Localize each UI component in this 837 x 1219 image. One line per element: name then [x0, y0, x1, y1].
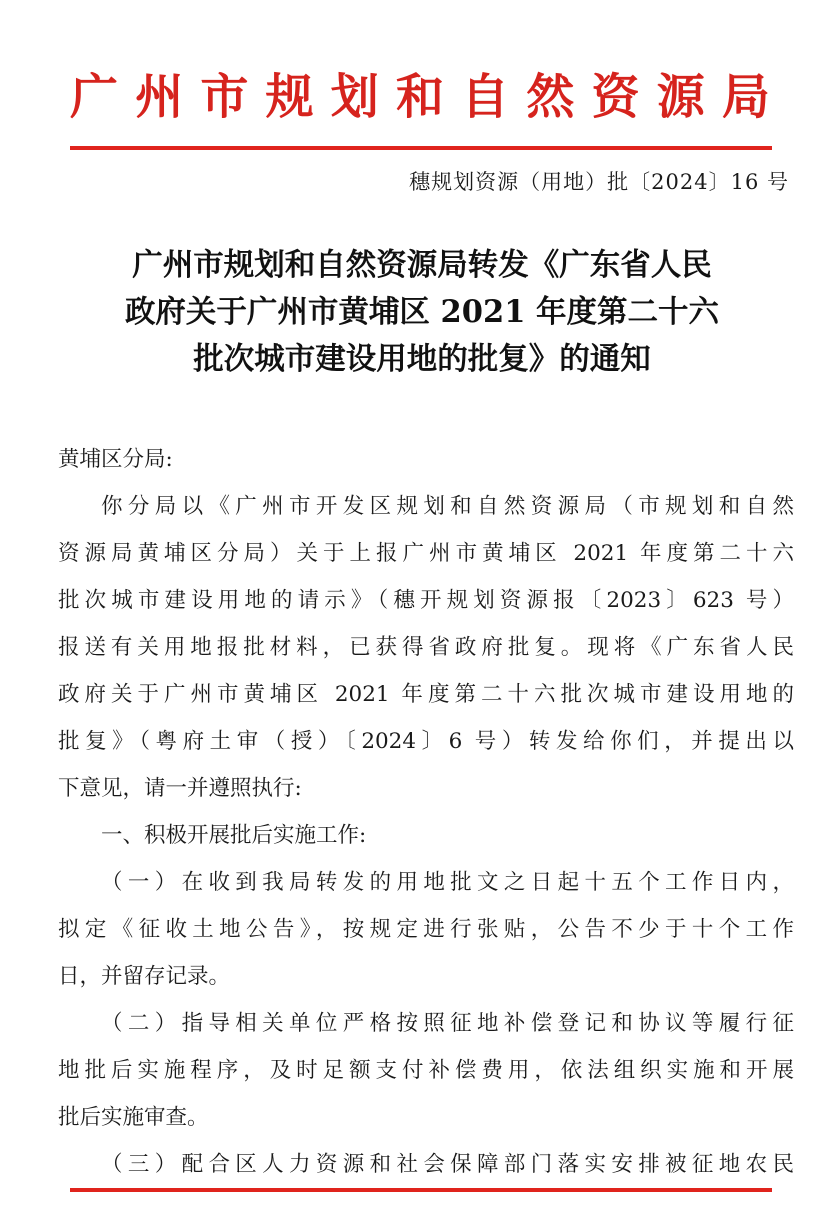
letterhead-org-name	[70, 62, 770, 132]
paragraph-line: 资源局黄埔区分局）关于上报广州市黄埔区 2021 年度第二十六	[58, 541, 794, 566]
paragraph-line: 报送有关用地报批材料，已获得省政府批复。现将《广东省人民	[58, 635, 794, 660]
letterhead-red-rule	[70, 146, 772, 150]
document-number: 穗规划资源（用地）批〔2024〕16 号	[409, 170, 789, 194]
paragraph-line: 批次城市建设用地的请示》（穗开规划资源报〔2023〕623 号）	[58, 588, 794, 613]
paragraph-line: 下意见，请一并遵照执行:	[58, 776, 302, 801]
title-line: 广州市规划和自然资源局转发《广东省人民	[132, 247, 712, 283]
item-line: 地批后实施程序，及时足额支付补偿费用，依法组织实施和开展	[58, 1058, 794, 1083]
paragraph-line: 批复》（粤府土审（授）〔2024〕6 号）转发给你们，并提出以	[58, 729, 794, 754]
item-line: 日，并留存记录。	[58, 964, 231, 989]
paragraph-line: 政府关于广州市黄埔区 2021 年度第二十六批次城市建设用地的	[58, 682, 794, 707]
letterhead-char: 和	[395, 69, 444, 125]
document-title	[60, 242, 784, 383]
salutation: 黄埔区分局:	[58, 447, 173, 472]
letterhead-char: 自	[461, 69, 510, 125]
footer-red-rule	[70, 1188, 772, 1192]
item-line: 批后实施审查。	[58, 1105, 209, 1130]
letterhead-char: 划	[330, 69, 379, 125]
item-line: （二）指导相关单位严格按照征地补偿登记和协议等履行征	[101, 1011, 794, 1036]
letterhead-char: 广	[70, 69, 119, 125]
item-line: （三）配合区人力资源和社会保障部门落实安排被征地农民	[101, 1152, 794, 1177]
item-line: 拟定《征收土地公告》，按规定进行张贴，公告不少于十个工作	[58, 917, 794, 942]
letterhead-char: 然	[526, 69, 575, 125]
letterhead-char: 市	[200, 69, 249, 125]
paragraph-line: 你分局以《广州市开发区规划和自然资源局（市规划和自然	[101, 494, 794, 519]
item-line: （一）在收到我局转发的用地批文之日起十五个工作日内，	[101, 870, 794, 895]
document-body	[58, 436, 794, 1188]
letterhead-char: 资	[591, 69, 640, 125]
letterhead-char: 州	[135, 69, 184, 125]
title-line: 政府关于广州市黄埔区 2021 年度第二十六	[124, 294, 720, 330]
letterhead-char: 规	[265, 69, 314, 125]
title-line: 批次城市建设用地的批复》的通知	[193, 341, 651, 377]
letterhead-char: 源	[656, 69, 705, 125]
section-heading: 一、积极开展批后实施工作:	[101, 823, 367, 848]
letterhead-char: 局	[721, 69, 770, 125]
